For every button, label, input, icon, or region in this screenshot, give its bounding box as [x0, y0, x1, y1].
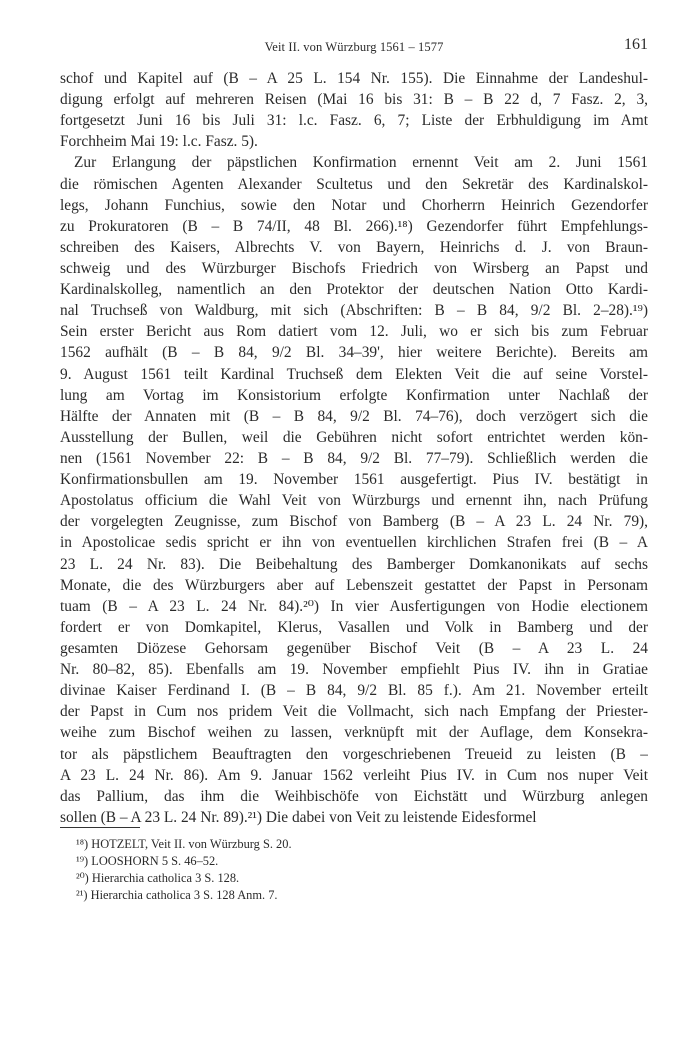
text-line: schreiben des Kaisers, Albrechts V. von Bayern, Heinrichs d. J. von Braun-: [60, 238, 648, 256]
text-line: Zur Erlangung der päpstlichen Konfirmation ernennt Veit am 2. Juni 1561: [74, 154, 648, 172]
text-line: Kardinalskolleg, namentlich an den Protektor der deutschen Nation Otto Kardi-: [60, 281, 648, 299]
text-line: Ausstellung der Bullen, weil die Gebühren nicht sofort entrichtet werden kön-: [60, 428, 648, 446]
footnote: ²⁰) Hierarchia catholica 3 S. 128.: [76, 871, 240, 885]
text-line: tuam (B – A 23 L. 24 Nr. 84).²⁰) In vier Ausfertigungen von Hodie electionem: [60, 597, 648, 615]
text-line: legs, Johann Funchius, sowie den Notar und Chorherrn Heinrich Gezendorfer: [60, 196, 648, 214]
footnotes: [60, 836, 648, 904]
text-line: 9. August 1561 teilt Kardinal Truchseß dem Elekten Veit die auf seine Vorstel-: [60, 365, 648, 383]
text-line: weihe zum Bischof weihen zu lassen, verknüpft mit der Auflage, dem Konsekra-: [60, 724, 648, 742]
text-line: Forchheim Mai 19: l.c. Fasz. 5).: [60, 133, 258, 151]
page-number: 161: [624, 36, 648, 53]
footnote: ¹⁸) HOTZELT, Veit II. von Würzburg S. 20.: [76, 837, 292, 851]
text-line: der Papst in Cum nos pridem Veit die Vollmacht, sich nach Empfang der Priester-: [60, 703, 648, 721]
text-line: Konfirmationsbullen am 19. November 1561 ausgefertigt. Pius IV. bestätigt in: [60, 471, 648, 489]
text-line: fordert er von Domkapitel, Klerus, Vasallen und Volk in Bamberg und der: [60, 618, 648, 636]
text-line: A 23 L. 24 Nr. 86). Am 9. Januar 1562 verleiht Pius IV. in Cum nos nuper Veit: [60, 766, 648, 784]
text-line: 1562 aufhält (B – B 84, 9/2 Bl. 34–39', hier weitere Berichte). Bereits am: [60, 344, 648, 362]
text-line: schweig und des Würzburger Bischofs Friedrich von Wirsberg an Papst und: [60, 259, 648, 277]
text-line: das Pallium, das ihm die Weihbischöfe von Eichstätt und Würzburg anlegen: [60, 787, 648, 805]
footnote: ²¹) Hierarchia catholica 3 S. 128 Anm. 7.: [76, 888, 278, 902]
text-line: schof und Kapitel auf (B – A 25 L. 154 Nr. 155). Die Einnahme der Landeshul-: [60, 70, 648, 87]
body-text: [60, 68, 648, 828]
text-line: die römischen Agenten Alexander Scultetus und den Sekretär des Kardinalskol-: [60, 175, 648, 193]
text-line: Hälfte der Annaten mit (B – B 84, 9/2 Bl. 74–76), doch verzögert sich die: [60, 407, 648, 425]
text-line: gesamten Diözese Gehorsam gegenüber Bischof Veit (B – A 23 L. 24: [60, 639, 648, 657]
text-line: divinae Kaiser Ferdinand I. (B – B 84, 9/2 Bl. 85 f.). Am 21. November erteilt: [60, 682, 648, 700]
text-line: 23 L. 24 Nr. 83). Die Beibehaltung des Bamberger Domkanonikats auf sechs: [60, 555, 648, 573]
page-header: [60, 36, 648, 58]
footnote: ¹⁹) LOOSHORN 5 S. 46–52.: [76, 854, 219, 868]
text-line: lung am Vortag im Konsistorium erfolgte Konfirmation unter Nachlaß der: [60, 386, 648, 404]
text-line: Sein erster Bericht aus Rom datiert vom 12. Juli, wo er sich bis zum Februar: [60, 323, 648, 341]
text-line: tor als päpstlichem Beauftragten den vorgeschriebenen Treueid zu leisten (B –: [60, 745, 648, 763]
text-line: der vorgelegten Zeugnisse, zum Bischof von Bamberg (B – A 23 L. 24 Nr. 79),: [60, 513, 648, 531]
text-line: zu Prokuratoren (B – B 74/II, 48 Bl. 266).¹⁸) Gezendorfer führt Empfehlungs-: [60, 217, 648, 235]
text-line: sollen (B – A 23 L. 24 Nr. 89).²¹) Die dabei von Veit zu leistende Eidesformel: [60, 808, 537, 826]
text-line: nen (1561 November 22: B – B 84, 9/2 Bl. 77–79). Schließlich werden die: [60, 449, 648, 467]
text-line: digung erfolgt auf mehreren Reisen (Mai 16 bis 31: B – B 22 d, 7 Fasz. 2, 3,: [60, 91, 648, 109]
footnote-divider: [60, 827, 140, 828]
running-title: Veit II. von Würzburg 1561 – 1577: [264, 40, 444, 54]
text-line: in Apostolicae sedis spricht er ihn von eventuellen kirchlichen Strafen frei (B – A: [60, 534, 648, 552]
text-line: Monate, die des Würzburgers aber auf Lebenszeit gestattet der Papst in Personam: [60, 576, 648, 594]
text-line: Nr. 80–82, 85). Ebenfalls am 19. November empfiehlt Pius IV. ihn in Gratiae: [60, 661, 648, 679]
text-line: fortgesetzt Juni 16 bis Juli 31: l.c. Fasz. 6, 7; Liste der Erbhuldigung im Amt: [60, 112, 648, 130]
text-line: Apostolatus officium die Wahl Veit von Würzburgs und ernennt ihn, nach Prüfung: [60, 492, 648, 510]
text-line: nal Truchseß von Waldburg, mit sich (Abschriften: B – B 84, 9/2 Bl. 2–28).¹⁹): [60, 302, 648, 320]
